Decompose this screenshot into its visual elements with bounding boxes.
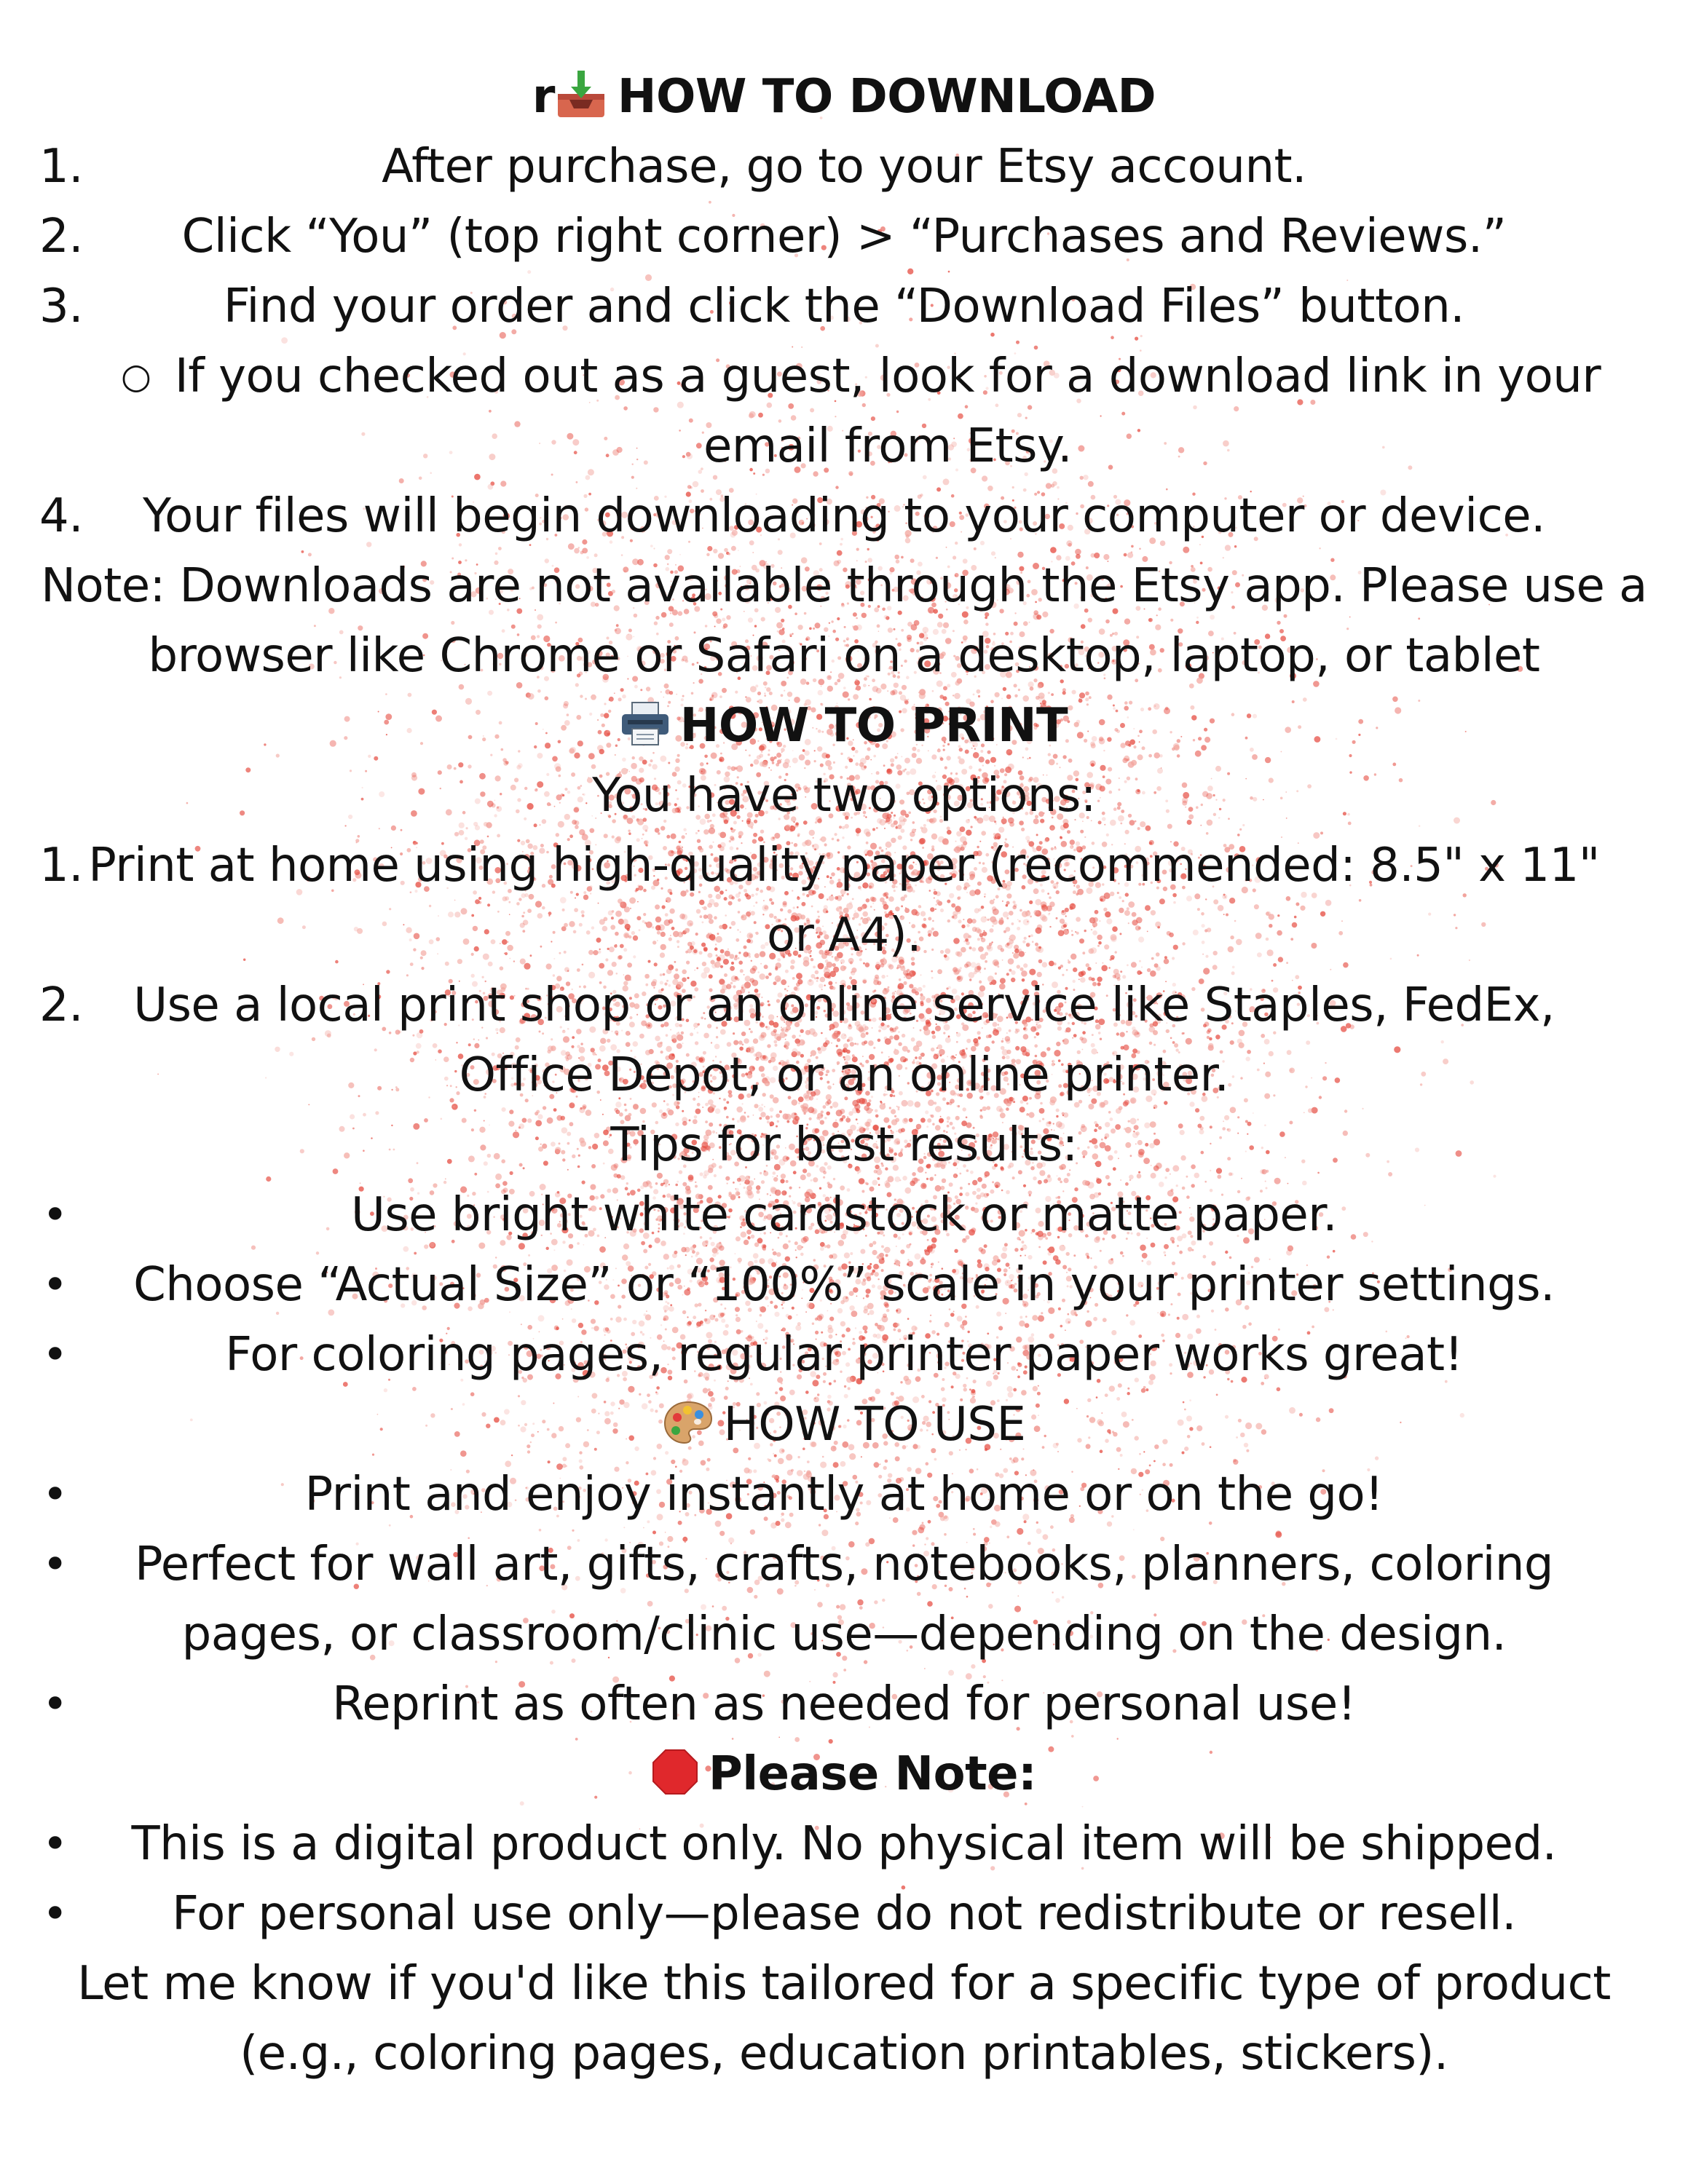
step-number: 1. bbox=[39, 140, 84, 194]
printer-icon bbox=[620, 701, 670, 746]
option-number: 1. bbox=[39, 839, 84, 893]
bullet-marker: • bbox=[42, 1819, 68, 1870]
bullet-marker: • bbox=[42, 1329, 68, 1380]
step-number: 4. bbox=[39, 489, 84, 543]
option-text: Use a local print shop or an online service like Staples, FedEx, bbox=[133, 978, 1555, 1032]
bullet-marker: • bbox=[42, 1539, 68, 1590]
download-step-1 bbox=[0, 132, 1688, 202]
note-item-1 bbox=[0, 1809, 1688, 1879]
option-text-cont: Office Depot, or an online printer. bbox=[459, 1048, 1229, 1102]
print-heading-line bbox=[0, 691, 1688, 761]
use-item-3 bbox=[0, 1669, 1688, 1739]
download-heading-title: HOW TO DOWNLOAD bbox=[617, 70, 1156, 124]
tip-text: Choose “Actual Size” or “100%” scale in your printer settings. bbox=[133, 1258, 1555, 1312]
inbox-tray-icon bbox=[555, 69, 607, 120]
option-text-cont: or A4). bbox=[766, 909, 922, 962]
download-note: Note: Downloads are not available through the Etsy app. Please use a bbox=[41, 559, 1647, 613]
note-item-2 bbox=[0, 1879, 1688, 1949]
closing-text-cont: (e.g., coloring pages, education printables, stickers). bbox=[240, 2027, 1448, 2081]
print-heading bbox=[0, 691, 1688, 761]
use-heading-title: HOW TO USE bbox=[723, 1398, 1026, 1452]
note-item-text: This is a digital product only. No physical item will be shipped. bbox=[131, 1817, 1557, 1871]
print-tips-heading: Tips for best results: bbox=[610, 1118, 1078, 1172]
bullet-marker: • bbox=[42, 1259, 68, 1310]
step-text: Find your order and click the “Download Files” button. bbox=[223, 280, 1465, 333]
print-intro-line bbox=[0, 761, 1688, 831]
option-number: 2. bbox=[39, 978, 84, 1032]
step-number: 3. bbox=[39, 280, 84, 333]
use-item-1 bbox=[0, 1460, 1688, 1530]
print-intro: You have two options: bbox=[592, 769, 1096, 823]
step-text: Click “You” (top right corner) > “Purchases and Reviews.” bbox=[181, 210, 1507, 264]
bullet-marker: • bbox=[42, 1469, 68, 1520]
download-step-3 bbox=[0, 272, 1688, 341]
note-item-text: For personal use only—please do not redistribute or resell. bbox=[172, 1887, 1516, 1941]
use-heading-line bbox=[0, 1390, 1688, 1460]
download-sub-bullet bbox=[0, 341, 1688, 411]
print-tip-2 bbox=[0, 1250, 1688, 1320]
use-item-text: Reprint as often as needed for personal use! bbox=[332, 1677, 1356, 1731]
sub-bullet-marker: ○ bbox=[121, 356, 151, 397]
step-text: Your files will begin downloading to your computer or device. bbox=[143, 489, 1545, 543]
tip-text: Use bright white cardstock or matte paper. bbox=[350, 1188, 1338, 1242]
print-option-1-cont bbox=[0, 901, 1688, 970]
print-option-2 bbox=[0, 970, 1688, 1040]
bullet-marker: • bbox=[42, 1888, 68, 1939]
bullet-marker: • bbox=[42, 1679, 68, 1730]
download-note-cont: browser like Chrome or Safari on a desktop, laptop, or tablet bbox=[148, 629, 1540, 683]
step-number: 2. bbox=[39, 210, 84, 264]
print-option-2-cont bbox=[0, 1040, 1688, 1110]
print-tip-1 bbox=[0, 1180, 1688, 1250]
use-item-2-cont bbox=[0, 1599, 1688, 1669]
artist-palette-icon bbox=[663, 1400, 714, 1445]
note-heading-title: Please Note: bbox=[708, 1747, 1037, 1801]
note-heading bbox=[0, 1739, 1688, 1809]
download-heading bbox=[0, 62, 1688, 132]
download-step-4 bbox=[0, 481, 1688, 551]
use-item-text: Perfect for wall art, gifts, crafts, notebooks, planners, coloring bbox=[134, 1538, 1554, 1591]
use-heading bbox=[0, 1390, 1688, 1460]
download-note-line-2 bbox=[0, 621, 1688, 691]
sub-bullet-text: If you checked out as a guest, look for a download link in your bbox=[174, 349, 1601, 403]
stop-sign-icon bbox=[652, 1749, 698, 1795]
use-item-2 bbox=[0, 1530, 1688, 1599]
closing-line-1 bbox=[0, 1949, 1688, 2019]
closing-line-2 bbox=[0, 2019, 1688, 2089]
step-text: After purchase, go to your Etsy account. bbox=[382, 140, 1306, 194]
download-heading-prefix: r bbox=[532, 70, 555, 124]
bullet-marker: • bbox=[42, 1190, 68, 1241]
tip-text: For coloring pages, regular printer paper works great! bbox=[225, 1328, 1463, 1382]
print-tip-3 bbox=[0, 1320, 1688, 1390]
use-item-text-cont: pages, or classroom/clinic use—depending on the design. bbox=[181, 1607, 1507, 1661]
option-text: Print at home using high-quality paper (recommended: 8.5" x 11" bbox=[88, 839, 1600, 893]
closing-text: Let me know if you'd like this tailored for a specific type of product bbox=[77, 1957, 1611, 2011]
download-sub-bullet-cont bbox=[0, 411, 1688, 481]
download-note-line-1 bbox=[0, 551, 1688, 621]
print-tips-heading-line bbox=[0, 1110, 1688, 1180]
sub-bullet-text-cont: email from Etsy. bbox=[703, 419, 1073, 473]
note-heading-line bbox=[0, 1739, 1688, 1809]
print-heading-title: HOW TO PRINT bbox=[679, 699, 1068, 753]
download-step-2 bbox=[0, 202, 1688, 272]
print-option-1 bbox=[0, 831, 1688, 901]
download-heading-line bbox=[0, 62, 1688, 132]
use-item-text: Print and enjoy instantly at home or on the go! bbox=[304, 1468, 1384, 1522]
